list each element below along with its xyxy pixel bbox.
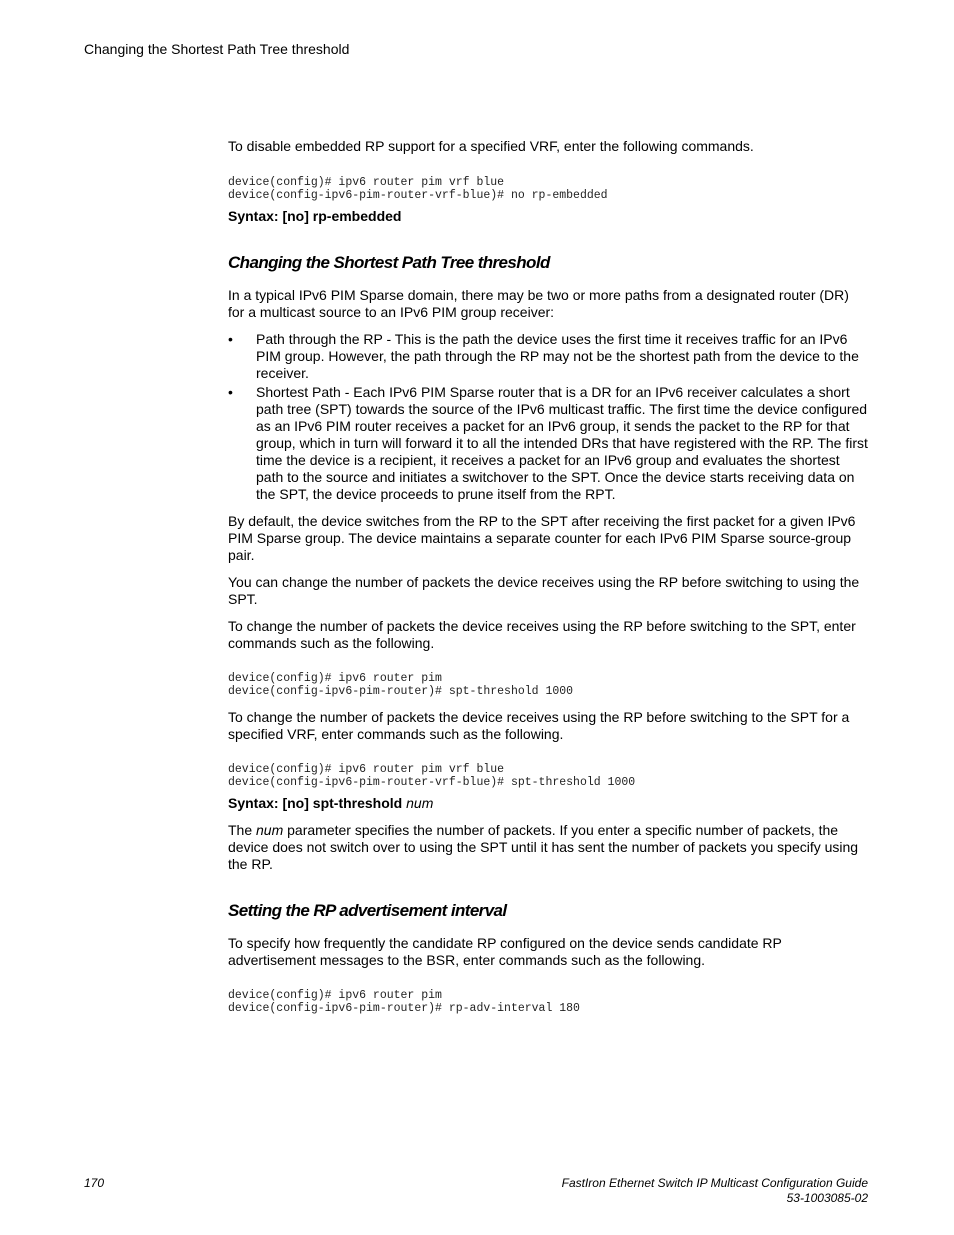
paragraph [228, 822, 868, 873]
bullet-marker: • [228, 384, 233, 400]
bullet-marker: • [228, 331, 233, 347]
code-line: device(config)# ipv6 router pim [228, 989, 442, 1002]
running-header: Changing the Shortest Path Tree threshold [84, 41, 350, 57]
paragraph: To change the number of packets the device receives using the RP before switching to the SPT for a specified VRF, enter commands such as the following. [228, 709, 850, 742]
syntax-spt-threshold [228, 795, 868, 812]
paragraph: By default, the device switches from the RP to the SPT after receiving the first packet for a given IPv6 PIM Sparse group. The device maintains a separate counter for each IPv6 PIM Sparse source-group pair. [228, 513, 856, 563]
syntax-param: num [406, 795, 434, 811]
text-run: The [228, 822, 257, 838]
doc-number: 53-1003085-02 [786, 1191, 868, 1205]
code-line: device(config-ipv6-pim-router-vrf-blue)# no rp-embedded [228, 188, 608, 202]
code-line: device(config)# ipv6 router pim vrf blue [228, 176, 505, 189]
section-heading-spt: Changing the Shortest Path Tree threshold [228, 253, 550, 272]
bullet-item [228, 384, 868, 503]
footer-doc-info [562, 1176, 868, 1206]
syntax-command: Syntax: [no] spt-threshold [228, 795, 407, 811]
paragraph: To change the number of packets the device receives using the RP before switching to the SPT, enter commands such as the following. [228, 618, 856, 651]
code-line: device(config)# ipv6 router pim vrf blue [228, 763, 505, 776]
paragraph: You can change the number of packets the device receives using the RP before switching to using the SPT. [228, 574, 860, 607]
page-number: 170 [84, 1176, 105, 1190]
bullet-list [228, 331, 868, 503]
code-block-embedded-rp [228, 177, 868, 202]
code-block-rp-adv [228, 990, 868, 1015]
code-block-spt [228, 673, 868, 698]
page-content [228, 138, 868, 1015]
intro-paragraph: To disable embedded RP support for a specified VRF, enter the following commands. [228, 138, 754, 154]
code-block-spt-vrf [228, 764, 868, 789]
bullet-item [228, 331, 868, 382]
paragraph: To specify how frequently the candidate RP configured on the device sends candidate RP advertisement messages to the BSR, enter commands such as the following. [228, 935, 782, 968]
bullet-text: Shortest Path - Each IPv6 PIM Sparse router that is a DR for an IPv6 receiver calculates a short path tree (SPT) towards the source of the IPv6 multicast traffic. The first time the device configured as an IPv6 PIM router receives a packet for an IPv6 group, it sends the packet to the RP for that group, which in turn will forward it to all the intended DRs that have registered with the RP. The first time the device is a recipient, it receives a packet for an IPv6 group and evaluates the shortest path to the source and initiates a switchover to the SPT. Once the device starts receiving data on the SPT, the device proceeds to prune itself from the RPT. [256, 384, 868, 502]
text-run: parameter specifies the number of packets. If you enter a specific number of packets, the device does not switch over to using the SPT until it has sent the number of packets you specify using the RP. [228, 822, 859, 872]
code-line: device(config-ipv6-pim-router-vrf-blue)# spt-threshold 1000 [228, 775, 636, 789]
code-line: device(config-ipv6-pim-router)# rp-adv-interval 180 [228, 1001, 580, 1015]
code-line: device(config)# ipv6 router pim [228, 672, 442, 685]
guide-title: FastIron Ethernet Switch IP Multicast Configuration Guide [561, 1176, 868, 1190]
param-name: num [256, 822, 284, 838]
bullet-text: Path through the RP - This is the path the device uses the first time it receives traffic for an IPv6 PIM group. However, the path through the RP may not be the shortest path from the device to the receiver. [256, 331, 859, 381]
paragraph: In a typical IPv6 PIM Sparse domain, there may be two or more paths from a designated router (DR) for a multicast source to an IPv6 PIM group receiver: [228, 287, 849, 320]
code-line: device(config-ipv6-pim-router)# spt-threshold 1000 [228, 684, 574, 698]
section-heading-rp-adv: Setting the RP advertisement interval [228, 901, 507, 920]
syntax-rp-embedded: Syntax: [no] rp-embedded [228, 208, 402, 224]
